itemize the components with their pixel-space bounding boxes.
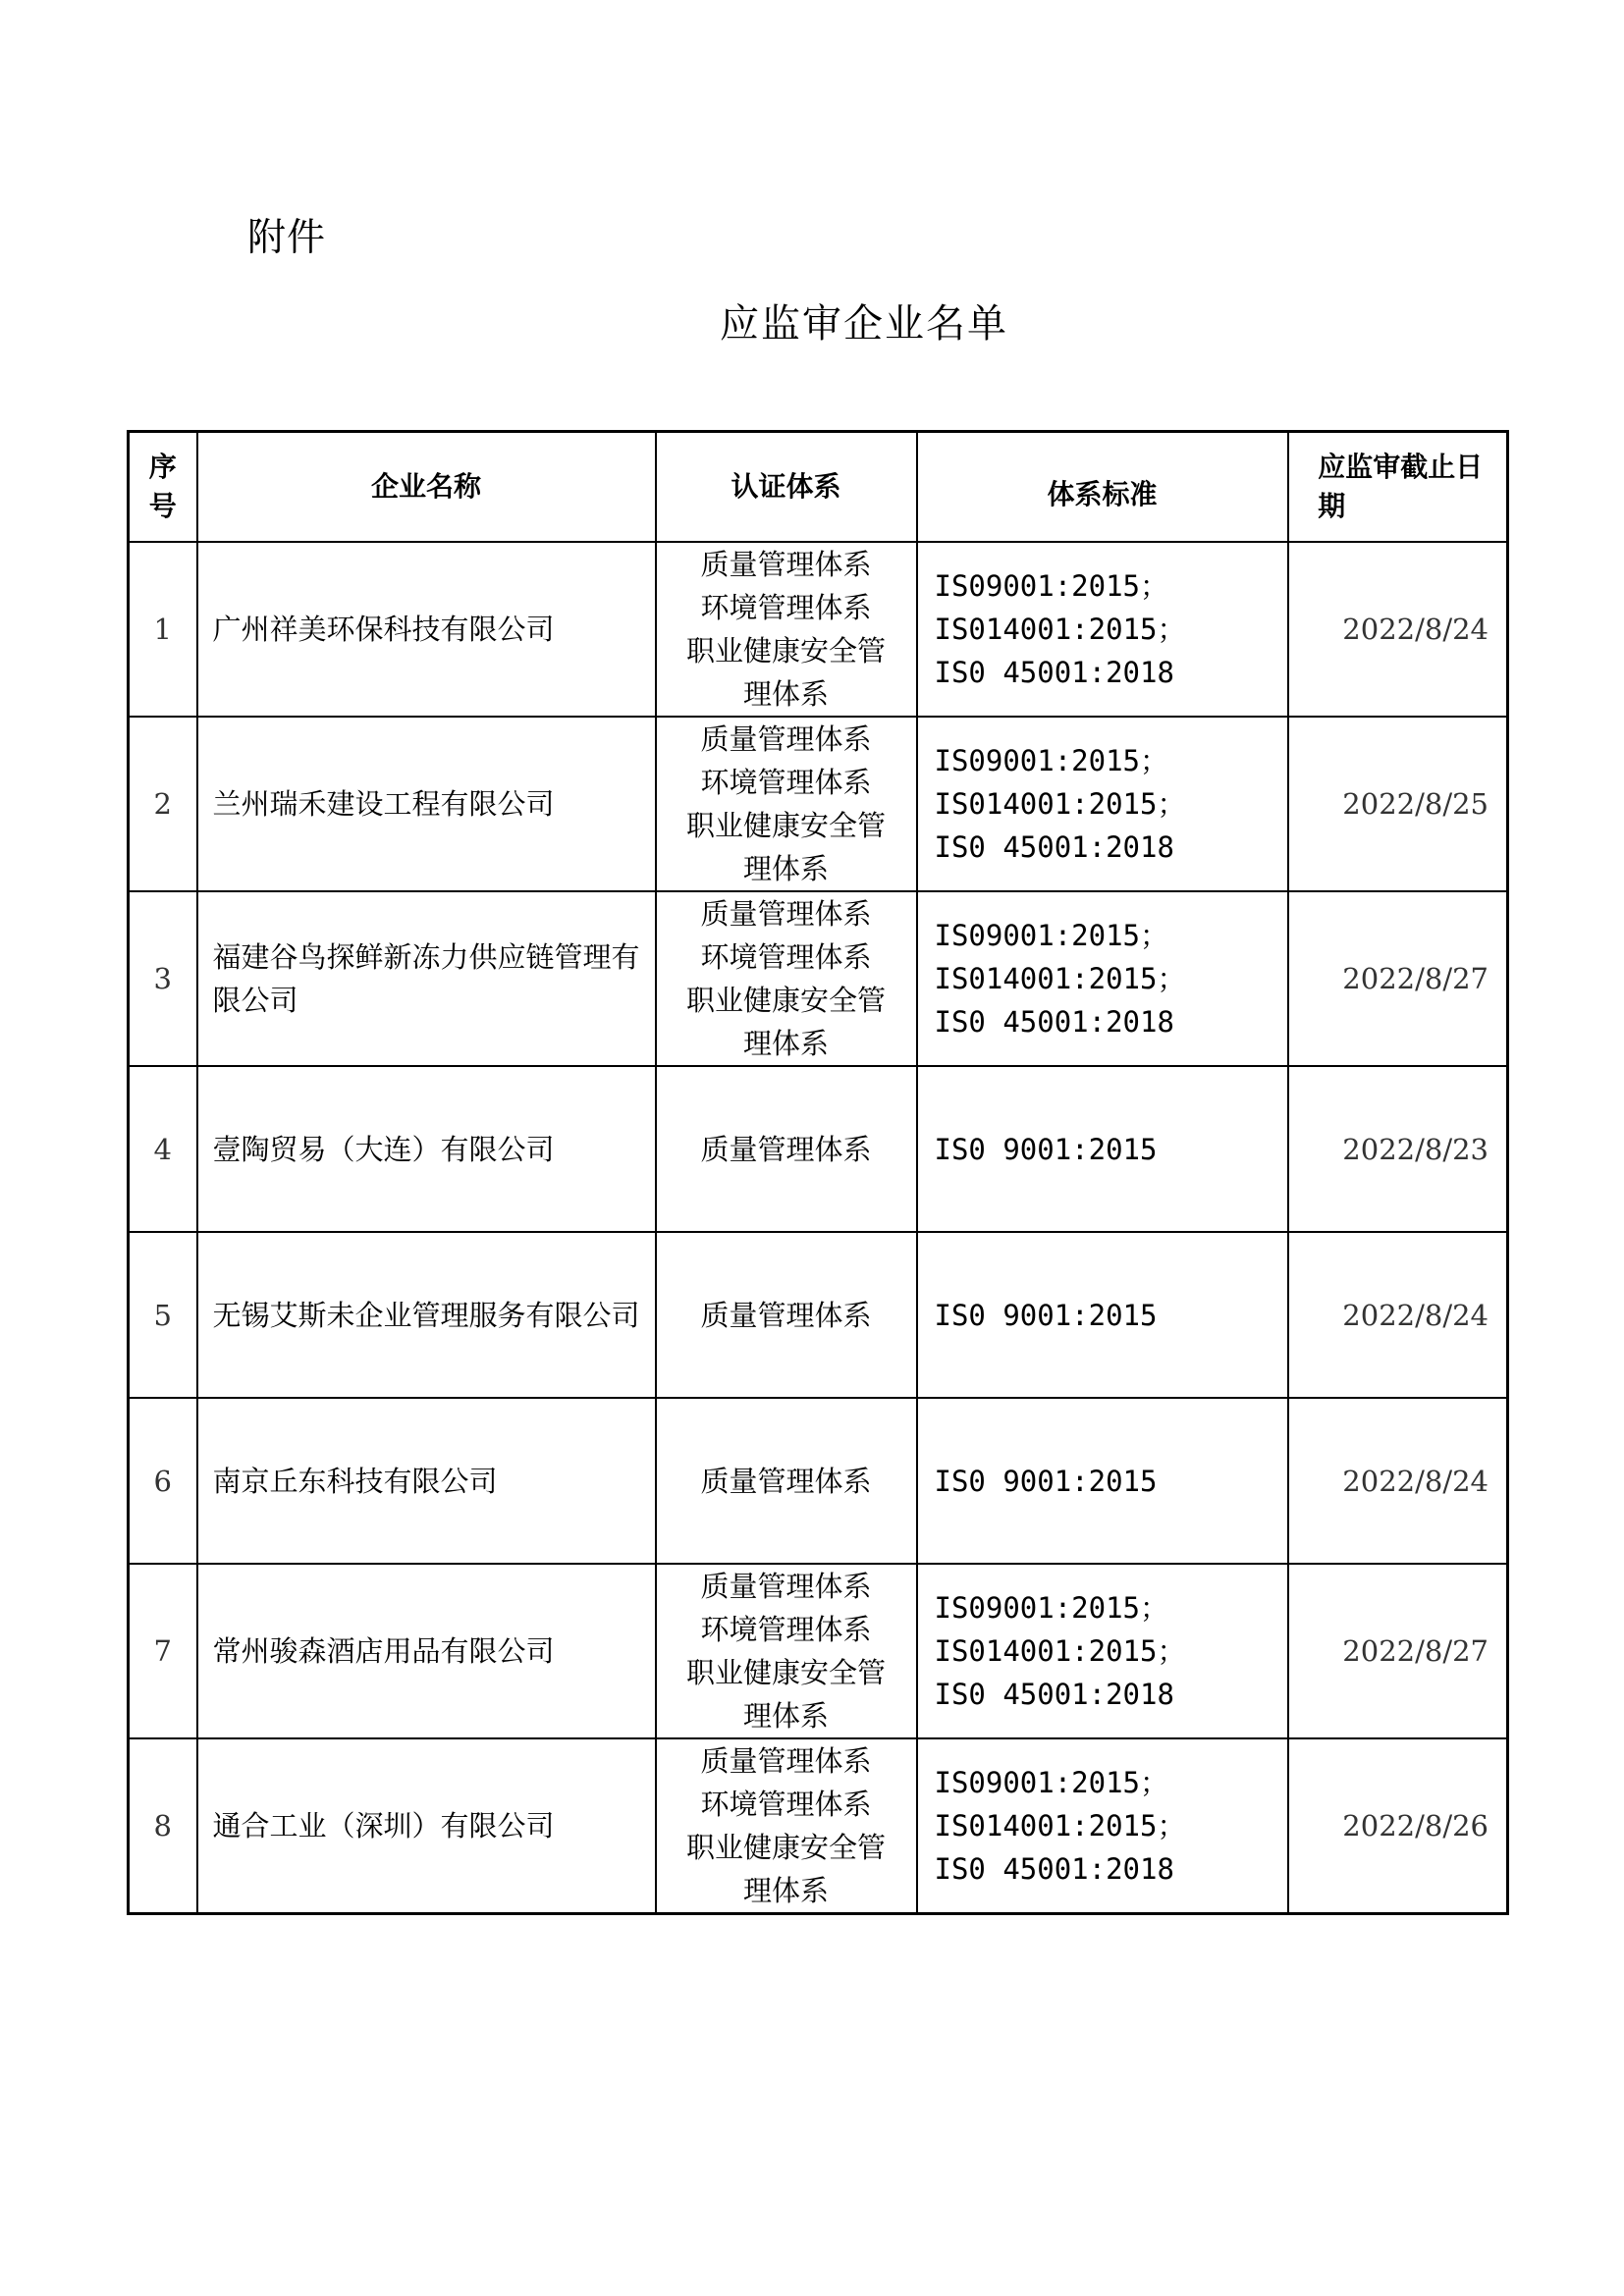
cell-cert-systems [656,1738,917,1914]
standard-line: IS0 45001:2018 [934,1005,1174,1039]
cert-line: 质量管理体系 [700,548,872,581]
table-row [129,1398,1508,1564]
standard-line: IS09001:2015； [934,1766,1169,1799]
cell-standards [917,1398,1288,1564]
cell-seq: 5 [129,1232,197,1398]
cert-line: 环境管理体系 [700,1613,872,1646]
cell-cert-systems [656,542,917,717]
cert-line: 质量管理体系 [700,1298,872,1332]
cell-deadline: 2022/8/24 [1288,1398,1508,1564]
cert-line: 质量管理体系 [700,1570,872,1603]
cell-seq: 1 [129,542,197,717]
table-row [129,1738,1508,1914]
cell-cert-systems [656,1066,917,1232]
standard-line: IS0 9001:2015 [934,1132,1158,1166]
cert-line: 环境管理体系 [700,591,872,624]
cell-company-name: 兰州瑞禾建设工程有限公司 [197,717,656,891]
cell-deadline: 2022/8/23 [1288,1066,1508,1232]
cell-company-name: 无锡艾斯未企业管理服务有限公司 [197,1232,656,1398]
cell-seq: 6 [129,1398,197,1564]
cert-line: 理体系 [742,677,829,711]
cell-seq: 7 [129,1564,197,1738]
header-seq: 序号 [129,432,197,543]
cell-standards [917,1232,1288,1398]
cell-standards [917,891,1288,1066]
cert-line: 理体系 [742,1027,829,1060]
cell-company-name: 福建谷鸟探鲜新冻力供应链管理有限公司 [197,891,656,1066]
standard-line: IS09001:2015； [934,744,1169,777]
table-row [129,1564,1508,1738]
standard-line: IS014001:2015； [934,1809,1186,1842]
cell-cert-systems [656,891,917,1066]
cell-seq: 8 [129,1738,197,1914]
header-cert: 认证体系 [656,432,917,543]
standard-line: IS09001:2015； [934,919,1169,952]
table-header-row [129,432,1508,543]
cell-company-name: 通合工业（深圳）有限公司 [197,1738,656,1914]
cell-deadline: 2022/8/24 [1288,542,1508,717]
cell-company-name: 壹陶贸易（大连）有限公司 [197,1066,656,1232]
header-name: 企业名称 [197,432,656,543]
cell-deadline: 2022/8/27 [1288,891,1508,1066]
table-row [129,1066,1508,1232]
standard-line: IS09001:2015； [934,1591,1169,1625]
standard-line: IS09001:2015； [934,569,1169,603]
cell-deadline: 2022/8/26 [1288,1738,1508,1914]
standard-line: IS014001:2015； [934,1634,1186,1668]
cert-line: 质量管理体系 [700,1132,872,1166]
cell-cert-systems [656,1398,917,1564]
standard-line: IS014001:2015； [934,962,1186,995]
cert-line: 质量管理体系 [700,722,872,756]
cert-line: 环境管理体系 [700,1788,872,1821]
table-row [129,542,1508,717]
table-row [129,891,1508,1066]
standard-line: IS0 9001:2015 [934,1298,1158,1332]
cell-deadline: 2022/8/27 [1288,1564,1508,1738]
cell-standards [917,717,1288,891]
cell-standards [917,1738,1288,1914]
attachment-label: 附件 [247,216,327,260]
document-title: 应监审企业名单 [720,301,1008,347]
cert-line: 职业健康安全管 [685,1831,886,1864]
cell-standards [917,1564,1288,1738]
cell-company-name: 南京丘东科技有限公司 [197,1398,656,1564]
cert-line: 环境管理体系 [700,940,872,974]
header-std: 体系标准 [917,432,1288,543]
cell-deadline: 2022/8/24 [1288,1232,1508,1398]
cert-line: 职业健康安全管 [685,809,886,842]
table-row [129,717,1508,891]
cell-standards [917,542,1288,717]
cert-line: 环境管理体系 [700,766,872,799]
cert-line: 质量管理体系 [700,1744,872,1778]
cell-company-name: 广州祥美环保科技有限公司 [197,542,656,717]
cell-seq: 3 [129,891,197,1066]
standard-line: IS0 45001:2018 [934,1678,1174,1711]
standard-line: IS0 9001:2015 [934,1464,1158,1498]
table-body [129,542,1508,1914]
cert-line: 理体系 [742,1874,829,1907]
cert-line: 质量管理体系 [700,897,872,931]
cell-cert-systems [656,1564,917,1738]
standard-line: IS0 45001:2018 [934,830,1174,864]
cert-line: 质量管理体系 [700,1464,872,1498]
standard-line: IS0 45001:2018 [934,656,1174,689]
header-deadline: 应监审截止日期 [1288,432,1508,543]
standard-line: IS0 45001:2018 [934,1852,1174,1886]
cell-standards [917,1066,1288,1232]
table-row [129,1232,1508,1398]
cert-line: 理体系 [742,1699,829,1733]
standard-line: IS014001:2015； [934,787,1186,821]
cell-cert-systems [656,1232,917,1398]
cell-company-name: 常州骏森酒店用品有限公司 [197,1564,656,1738]
cell-deadline: 2022/8/25 [1288,717,1508,891]
cell-cert-systems [656,717,917,891]
cell-seq: 4 [129,1066,197,1232]
cert-line: 职业健康安全管 [685,1656,886,1689]
cert-line: 职业健康安全管 [685,984,886,1017]
standard-line: IS014001:2015； [934,613,1186,646]
enterprise-table [127,430,1509,1915]
cert-line: 理体系 [742,852,829,885]
cell-seq: 2 [129,717,197,891]
cert-line: 职业健康安全管 [685,634,886,667]
